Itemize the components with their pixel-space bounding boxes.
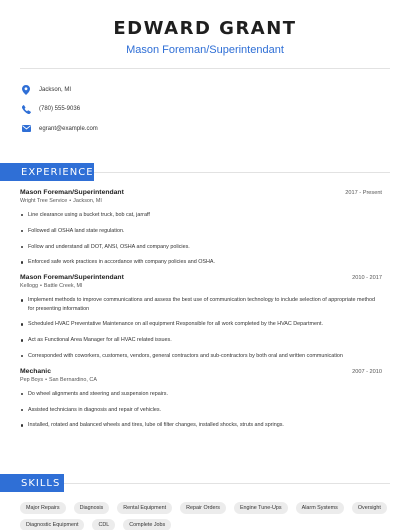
job-title: Mason Foreman/Superintendant: [20, 274, 124, 282]
job-bullet: Assisted technicians in diagnosis and repair of vehicles.: [20, 406, 382, 414]
skill-chip: Repair Orders: [180, 502, 226, 514]
job-bullet: Followed all OSHA land state regulation.: [20, 227, 382, 235]
job-dates: 2017 - Present: [345, 190, 382, 196]
skill-chip: Oversight: [352, 502, 387, 514]
job-entry: [20, 189, 382, 267]
job-bullets: [20, 296, 382, 360]
contact-location: [20, 80, 98, 100]
job-dates: 2007 - 2010: [352, 368, 382, 375]
job-location: San Bernardino, CA: [48, 376, 97, 383]
separator-dot: •: [45, 376, 47, 383]
job-bullet: Follow and understand all DOT, ANSI, OSHA and company policies.: [20, 243, 382, 251]
job-company: Wright Tree Service: [20, 198, 68, 204]
job-dates: 2010 - 2017: [352, 275, 382, 282]
experience-heading: EXPERIENCE: [0, 163, 94, 181]
skill-chip: Major Repairs: [20, 502, 66, 514]
job-title: Mechanic: [20, 367, 51, 375]
job-employer: [20, 283, 382, 289]
skills-divider: [64, 483, 390, 484]
job-company: Kellogg: [20, 283, 38, 290]
skill-chip: Alarm Systems: [296, 502, 344, 514]
contact-email: [20, 119, 98, 139]
experience-list: [20, 189, 382, 437]
skill-chip: Rental Equipment: [117, 502, 172, 514]
skill-chip: Complete Jobs: [123, 519, 171, 530]
job-employer: [20, 198, 382, 204]
separator-dot: •: [69, 198, 72, 204]
job-location: Battle Creek, MI: [43, 283, 83, 290]
location-pin-icon: [20, 84, 32, 96]
job-bullet: Act as Functional Area Manager for all HVAC related issues.: [20, 336, 382, 344]
contact-list: [20, 80, 98, 139]
job-bullet: Line clearance using a bucket truck, bob cat, jarraff: [20, 211, 382, 219]
job-bullet: Enforced safe work practices in accordance with company policies and OSHA.: [20, 258, 382, 266]
job-title: Mason Foreman/Superintendant: [20, 189, 124, 196]
job-entry: [20, 274, 382, 360]
resume-header: [0, 18, 410, 56]
skill-chip: Diagnostic Equipment: [20, 519, 84, 530]
job-bullets: [20, 390, 382, 430]
job-bullet: Installed, rotated and balanced wheels and tires, lube oil filter changes, installed shocks, struts and springs.: [20, 421, 382, 429]
skill-chip: CDL: [92, 519, 115, 530]
job-bullet: Corresponded with coworkers, customers, vendors, general contractors and sub-contractors by both oral and written communication: [20, 352, 382, 360]
job-entry: [20, 368, 382, 430]
separator-dot: •: [39, 283, 42, 290]
job-company: Pep Boys: [20, 376, 44, 383]
job-location: Jackson, MI: [73, 198, 102, 204]
job-bullet: Implement methods to improve communications and assess the best use of communication technology to include selection of appropriate method for presenting information: [20, 296, 382, 313]
contact-location-text: Jackson, MI: [39, 86, 72, 93]
job-bullet: Scheduled HVAC Preventative Maintenance on all equipment Responsible for all work completed by the HVAC Department.: [20, 320, 382, 328]
skills-heading: SKILLS: [0, 474, 64, 492]
email-icon: [20, 123, 32, 135]
candidate-role: Mason Foreman/Superintendant: [126, 44, 284, 56]
skills-list: [20, 502, 390, 530]
experience-divider: [94, 172, 390, 173]
phone-icon: [20, 103, 32, 115]
skill-chip: Engine Tune-Ups: [234, 502, 288, 514]
skill-chip: Diagnosis: [74, 502, 110, 514]
header-divider: [20, 68, 390, 69]
candidate-name: EDWARD GRANT: [113, 18, 297, 39]
contact-phone: [20, 100, 98, 120]
job-employer: [20, 377, 382, 383]
contact-phone-text: (780) 555-9036: [39, 106, 81, 113]
job-bullets: [20, 211, 382, 267]
job-bullet: Do wheel alignments and steering and suspension repairs.: [20, 390, 382, 398]
contact-email-text: egrant@example.com: [39, 125, 98, 132]
